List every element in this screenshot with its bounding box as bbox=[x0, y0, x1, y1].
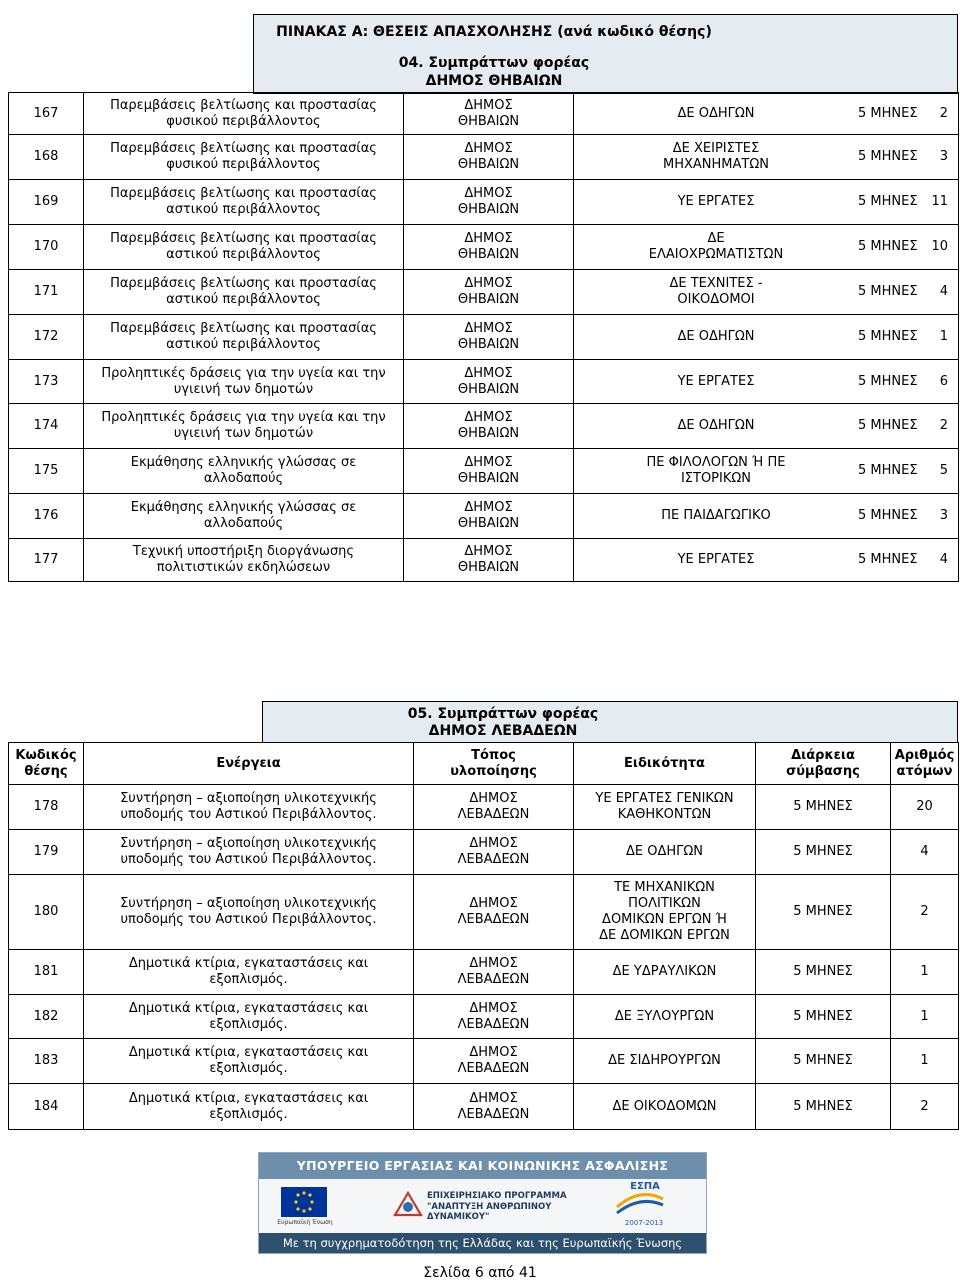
specialty-line-2: ΟΙΚΟΔΟΜΟΙ bbox=[677, 292, 755, 307]
activity-cell bbox=[84, 404, 404, 449]
line-2: ΘΗΒΑΙΩΝ bbox=[457, 337, 520, 352]
activity-cell bbox=[84, 950, 414, 995]
duration-cell: 5 ΜΗΝΕΣ bbox=[756, 995, 891, 1039]
specialty-wrap bbox=[574, 276, 958, 308]
line-1: Συντήρηση – αξιοποίηση υλικοτεχνικής bbox=[120, 836, 377, 851]
line-2: ΛΕΒΑΔΕΩΝ bbox=[457, 852, 530, 867]
count-text: 6 bbox=[939, 373, 948, 389]
line-1: Τεχνική υποστήριξη διοργάνωσης bbox=[132, 544, 355, 559]
activity-cell bbox=[84, 494, 404, 539]
line-2: ΛΕΒΑΔΕΩΝ bbox=[457, 912, 530, 927]
specialty-wrap bbox=[574, 141, 958, 173]
line-1: ΔΗΜΟΣ bbox=[464, 276, 513, 291]
col-header-specialty: Ειδικότητα bbox=[574, 743, 756, 785]
line-1: Δημοτικά κτίρια, εγκαταστάσεις και bbox=[128, 956, 369, 971]
duration-text: 5 ΜΗΝΕΣ bbox=[858, 373, 918, 389]
specialty-text bbox=[574, 418, 858, 434]
specialty-text bbox=[574, 508, 858, 524]
specialty-line-1: ΥΕ ΕΡΓΑΤΕΣ bbox=[677, 552, 755, 567]
line-2: ΘΗΒΑΙΩΝ bbox=[457, 157, 520, 172]
line-2: υποδομής του Αστικού Περιβάλλοντος. bbox=[120, 807, 377, 822]
location-cell bbox=[414, 995, 574, 1039]
eu-flag-icon bbox=[281, 1187, 327, 1217]
specialty-cell bbox=[574, 449, 959, 494]
line-2: ΘΗΒΑΙΩΝ bbox=[457, 202, 520, 217]
section05-subtitle-line1: 05. Συμπράττων φορέας bbox=[407, 706, 599, 722]
line-2: εξοπλισμός. bbox=[209, 972, 288, 987]
count-cell: 1 bbox=[891, 950, 959, 995]
line-2: ΘΗΒΑΙΩΝ bbox=[457, 471, 520, 486]
specialty-line-1: ΔΕ ΤΕΧΝΙΤΕΣ - bbox=[669, 276, 763, 291]
count-cell: 2 bbox=[891, 1084, 959, 1130]
ministry-banner: ΥΠΟΥΡΓΕΙΟ ΕΡΓΑΣΙΑΣ ΚΑΙ ΚΟΙΝΩΝΙΚΗΣ ΑΣΦΑΛΙΣΗΣ bbox=[259, 1153, 706, 1179]
section05-header bbox=[262, 701, 958, 743]
location-cell bbox=[404, 494, 574, 539]
table-row bbox=[9, 135, 959, 180]
position-code: 181 bbox=[9, 950, 84, 995]
specialty-line-3: ΔΟΜΙΚΩΝ ΕΡΓΩΝ Ή bbox=[602, 912, 727, 927]
specialty-text bbox=[574, 455, 858, 487]
line-2: ΛΕΒΑΔΕΩΝ bbox=[457, 1016, 530, 1032]
table-row bbox=[9, 875, 959, 950]
specialty-cell bbox=[574, 135, 959, 180]
specialty-text bbox=[574, 552, 858, 568]
duration-text: 5 ΜΗΝΕΣ bbox=[858, 329, 918, 344]
line-1: Δημοτικά κτίρια, εγκαταστάσεις και bbox=[128, 1045, 369, 1060]
duration-cell: 5 ΜΗΝΕΣ bbox=[756, 1084, 891, 1130]
specialty-text bbox=[574, 374, 858, 390]
position-code: 171 bbox=[9, 270, 84, 315]
specialty-line-1: ΠΕ ΦΙΛΟΛΟΓΩΝ Ή ΠΕ bbox=[646, 455, 786, 470]
col-header-location: Τόπος υλοποίησης bbox=[414, 743, 574, 785]
count-text: 2 bbox=[939, 105, 948, 121]
activity-cell bbox=[84, 270, 404, 315]
line-1: ΔΗΜΟΣ bbox=[464, 365, 513, 381]
line-2: υγιεινή των δημοτών bbox=[173, 381, 314, 397]
specialty-wrap bbox=[574, 552, 958, 568]
line-1: ΔΗΜΟΣ bbox=[469, 1000, 518, 1016]
specialty-cell bbox=[574, 93, 959, 135]
line-1: Συντήρηση – αξιοποίηση υλικοτεχνικής bbox=[120, 896, 377, 911]
location-cell bbox=[414, 1039, 574, 1084]
specialty-line-1: ΔΕ ΟΙΚΟΔΟΜΩΝ bbox=[612, 1098, 717, 1114]
duration-cell: 5 ΜΗΝΕΣ bbox=[756, 830, 891, 875]
position-code: 168 bbox=[9, 135, 84, 180]
duration-cell: 5 ΜΗΝΕΣ bbox=[756, 875, 891, 950]
table-row bbox=[9, 950, 959, 995]
line-2: φυσικού περιβάλλοντος bbox=[166, 157, 321, 172]
location-cell bbox=[414, 785, 574, 830]
line-2: εξοπλισμός. bbox=[209, 1016, 288, 1032]
table-row bbox=[9, 360, 959, 404]
line-1: ΔΗΜΟΣ bbox=[464, 231, 513, 246]
line-2: ΘΗΒΑΙΩΝ bbox=[457, 426, 520, 441]
specialty-line-1: ΔΕ ΟΔΗΓΩΝ bbox=[625, 844, 704, 859]
line-2: εξοπλισμός. bbox=[209, 1061, 288, 1076]
program-logo-icon bbox=[391, 1189, 425, 1219]
table-row bbox=[9, 1039, 959, 1084]
table-row bbox=[9, 539, 959, 582]
activity-cell bbox=[84, 135, 404, 180]
line-1: Εκμάθησης ελληνικής γλώσσας σε bbox=[130, 455, 357, 470]
line-1: ΔΗΜΟΣ bbox=[469, 836, 518, 851]
specialty-wrap bbox=[574, 374, 958, 390]
line-1: ΔΗΜΟΣ bbox=[464, 410, 513, 425]
count-text: 3 bbox=[939, 149, 948, 164]
specialty-text bbox=[574, 231, 858, 263]
eu-label: Ευρωπαϊκή Ένωση bbox=[277, 1219, 333, 1226]
specialty-line-1: ΔΕ ΟΔΗΓΩΝ bbox=[677, 329, 755, 344]
specialty-line-1: ΔΕ ΟΔΗΓΩΝ bbox=[677, 418, 755, 433]
position-code: 172 bbox=[9, 315, 84, 360]
specialty-line-2: ΜΗΧΑΝΗΜΑΤΩΝ bbox=[663, 157, 769, 172]
count-text: 11 bbox=[931, 194, 948, 209]
specialty-wrap bbox=[574, 106, 958, 122]
col-header-activity: Ενέργεια bbox=[84, 743, 414, 785]
count-cell: 1 bbox=[891, 1039, 959, 1084]
location-cell bbox=[414, 950, 574, 995]
specialty-line-1: ΥΕ ΕΡΓΑΤΕΣ bbox=[677, 194, 755, 209]
cofinance-strip: Με τη συγχρηματοδότηση της Ελλάδας και της Ευρωπαϊκής Ένωσης bbox=[259, 1233, 706, 1253]
activity-cell bbox=[84, 93, 404, 135]
specialty-line-1: ΔΕ ΥΔΡΑΥΛΙΚΩΝ bbox=[612, 964, 717, 979]
table-row bbox=[9, 449, 959, 494]
line-1: ΔΗΜΟΣ bbox=[464, 544, 513, 559]
position-code: 174 bbox=[9, 404, 84, 449]
line-1: Προληπτικές δράσεις για την υγεία και την bbox=[101, 365, 386, 381]
specialty-wrap bbox=[574, 231, 958, 263]
table-row bbox=[9, 1084, 959, 1130]
duration-text: 5 ΜΗΝΕΣ bbox=[858, 418, 918, 433]
position-code: 176 bbox=[9, 494, 84, 539]
table-row bbox=[9, 180, 959, 225]
program-title-line1: ΕΠΙΧΕΙΡΗΣΙΑΚΟ ΠΡΟΓΡΑΜΜΑ bbox=[427, 1191, 567, 1201]
line-2: αστικού περιβάλλοντος bbox=[166, 337, 321, 352]
section05-subtitle-line2: ΔΗΜΟΣ ΛΕΒΑΔΕΩΝ bbox=[428, 723, 578, 739]
line-1: Παρεμβάσεις βελτίωσης και προστασίας bbox=[110, 97, 377, 113]
location-cell bbox=[414, 830, 574, 875]
specialty-text bbox=[574, 194, 858, 210]
line-1: Παρεμβάσεις βελτίωσης και προστασίας bbox=[110, 321, 377, 336]
location-cell bbox=[404, 360, 574, 404]
line-1: ΔΗΜΟΣ bbox=[469, 956, 518, 971]
specialty-line-2: ΕΛΑΙΟΧΡΩΜΑΤΙΣΤΩΝ bbox=[648, 247, 784, 262]
activity-cell bbox=[84, 875, 414, 950]
line-1: Εκμάθησης ελληνικής γλώσσας σε bbox=[130, 500, 357, 515]
specialty-line-4: ΔΕ ΔΟΜΙΚΩΝ ΕΡΓΩΝ bbox=[599, 928, 730, 943]
duration-text: 5 ΜΗΝΕΣ bbox=[858, 105, 918, 121]
specialty-text bbox=[574, 141, 858, 173]
count-text: 4 bbox=[939, 284, 948, 299]
line-2: υποδομής του Αστικού Περιβάλλοντος. bbox=[120, 912, 377, 927]
line-2: ΛΕΒΑΔΕΩΝ bbox=[457, 1106, 530, 1122]
table-row bbox=[9, 404, 959, 449]
location-cell bbox=[414, 875, 574, 950]
specialty-cell bbox=[574, 315, 959, 360]
specialty-text bbox=[574, 329, 858, 345]
activity-cell bbox=[84, 449, 404, 494]
activity-cell bbox=[84, 315, 404, 360]
col-header-duration: Διάρκεια σύμβασης bbox=[756, 743, 891, 785]
position-code: 170 bbox=[9, 225, 84, 270]
specialty-line-1: ΔΕ ΞΥΛΟΥΡΓΩΝ bbox=[614, 1008, 715, 1024]
specialty-cell bbox=[574, 494, 959, 539]
line-2: αστικού περιβάλλοντος bbox=[166, 247, 321, 262]
line-1: Παρεμβάσεις βελτίωσης και προστασίας bbox=[110, 231, 377, 246]
activity-cell bbox=[84, 1084, 414, 1130]
funding-banner bbox=[258, 1152, 707, 1254]
activity-cell bbox=[84, 539, 404, 582]
duration-cell: 5 ΜΗΝΕΣ bbox=[756, 785, 891, 830]
location-cell bbox=[404, 315, 574, 360]
activity-cell bbox=[84, 995, 414, 1039]
logo-row bbox=[259, 1179, 706, 1233]
section04-subtitle-line2: ΔΗΜΟΣ ΘΗΒΑΙΩΝ bbox=[425, 73, 563, 89]
table-title: ΠΙΝΑΚΑΣ Α: ΘΕΣΕΙΣ ΑΠΑΣΧΟΛΗΣΗΣ (ανά κωδικό θέσης) bbox=[276, 24, 712, 40]
specialty-line-2: ΙΣΤΟΡΙΚΩΝ bbox=[680, 471, 752, 486]
specialty-line-2: ΚΑΘΗΚΟΝΤΩΝ bbox=[617, 807, 712, 822]
line-1: ΔΗΜΟΣ bbox=[469, 896, 518, 911]
line-2: υγιεινή των δημοτών bbox=[173, 426, 314, 441]
espa-years: 2007-2013 bbox=[624, 1219, 664, 1227]
line-2: ΘΗΒΑΙΩΝ bbox=[457, 113, 520, 129]
line-1: Συντήρηση – αξιοποίηση υλικοτεχνικής bbox=[120, 791, 377, 806]
count-text: 3 bbox=[939, 508, 948, 523]
specialty-cell bbox=[574, 360, 959, 404]
activity-cell bbox=[84, 830, 414, 875]
count-text: 5 bbox=[939, 463, 948, 478]
line-1: ΔΗΜΟΣ bbox=[469, 1045, 518, 1060]
specialty-line-1: ΠΕ ΠΑΙΔΑΓΩΓΙΚΟ bbox=[661, 508, 771, 523]
specialty-cell bbox=[574, 785, 756, 830]
line-2: ΘΗΒΑΙΩΝ bbox=[457, 292, 520, 307]
duration-cell: 5 ΜΗΝΕΣ bbox=[756, 950, 891, 995]
position-code: 184 bbox=[9, 1084, 84, 1130]
line-2: πολιτιστικών εκδηλώσεων bbox=[156, 560, 331, 575]
specialty-cell bbox=[574, 1039, 756, 1084]
line-1: ΔΗΜΟΣ bbox=[464, 455, 513, 470]
duration-text: 5 ΜΗΝΕΣ bbox=[858, 194, 918, 209]
position-code: 175 bbox=[9, 449, 84, 494]
line-2: αστικού περιβάλλοντος bbox=[166, 292, 321, 307]
table-row bbox=[9, 494, 959, 539]
location-cell bbox=[404, 93, 574, 135]
line-2: ΛΕΒΑΔΕΩΝ bbox=[457, 972, 530, 987]
count-cell: 2 bbox=[891, 875, 959, 950]
page-number: Σελίδα 6 από 41 bbox=[423, 1265, 537, 1281]
line-2: αλλοδαπούς bbox=[203, 471, 284, 486]
specialty-wrap bbox=[574, 508, 958, 524]
specialty-wrap bbox=[574, 418, 958, 434]
line-1: ΔΗΜΟΣ bbox=[469, 1090, 518, 1106]
line-1: Δημοτικά κτίρια, εγκαταστάσεις και bbox=[128, 1000, 369, 1016]
table-row bbox=[9, 270, 959, 315]
line-2: εξοπλισμός. bbox=[209, 1106, 288, 1122]
specialty-cell bbox=[574, 830, 756, 875]
position-code: 178 bbox=[9, 785, 84, 830]
table-row bbox=[9, 830, 959, 875]
line-2: ΘΗΒΑΙΩΝ bbox=[457, 247, 520, 262]
count-cell: 1 bbox=[891, 995, 959, 1039]
count-text: 2 bbox=[939, 418, 948, 433]
specialty-cell bbox=[574, 539, 959, 582]
position-code: 179 bbox=[9, 830, 84, 875]
specialty-line-1: ΤΕ ΜΗΧΑΝΙΚΩΝ bbox=[614, 880, 715, 895]
duration-text: 5 ΜΗΝΕΣ bbox=[858, 463, 918, 478]
table-row bbox=[9, 315, 959, 360]
specialty-cell bbox=[574, 950, 756, 995]
line-2: υποδομής του Αστικού Περιβάλλοντος. bbox=[120, 852, 377, 867]
line-1: Παρεμβάσεις βελτίωσης και προστασίας bbox=[110, 186, 377, 201]
specialty-text bbox=[574, 106, 858, 122]
line-1: Δημοτικά κτίρια, εγκαταστάσεις και bbox=[128, 1090, 369, 1106]
line-1: ΔΗΜΟΣ bbox=[469, 791, 518, 806]
line-2: φυσικού περιβάλλοντος bbox=[166, 113, 321, 129]
line-2: αστικού περιβάλλοντος bbox=[166, 202, 321, 217]
col-header-code: Κωδικός θέσης bbox=[9, 743, 84, 785]
specialty-text bbox=[574, 276, 858, 308]
duration-text: 5 ΜΗΝΕΣ bbox=[858, 284, 918, 299]
specialty-wrap bbox=[574, 329, 958, 345]
table-row bbox=[9, 225, 959, 270]
line-2: ΘΗΒΑΙΩΝ bbox=[457, 560, 520, 575]
count-cell: 4 bbox=[891, 830, 959, 875]
position-code: 182 bbox=[9, 995, 84, 1039]
specialty-wrap bbox=[574, 194, 958, 210]
line-1: Παρεμβάσεις βελτίωσης και προστασίας bbox=[110, 276, 377, 291]
specialty-cell bbox=[574, 1084, 756, 1130]
section05-table bbox=[8, 742, 959, 1130]
duration-text: 5 ΜΗΝΕΣ bbox=[858, 239, 918, 254]
program-title-line2: "ΑΝΑΠΤΥΞΗ ΑΝΘΡΩΠΙΝΟΥ ΔΥΝΑΜΙΚΟΥ" bbox=[427, 1202, 552, 1222]
location-cell bbox=[404, 449, 574, 494]
activity-cell bbox=[84, 360, 404, 404]
specialty-wrap bbox=[574, 455, 958, 487]
specialty-line-1: ΥΕ ΕΡΓΑΤΕΣ bbox=[677, 373, 755, 389]
specialty-cell bbox=[574, 875, 756, 950]
activity-cell bbox=[84, 225, 404, 270]
section04-table bbox=[8, 92, 959, 582]
line-1: ΔΗΜΟΣ bbox=[464, 321, 513, 336]
line-1: ΔΗΜΟΣ bbox=[464, 500, 513, 515]
specialty-line-1: ΔΕ ΣΙΔΗΡΟΥΡΓΩΝ bbox=[608, 1053, 721, 1068]
activity-cell bbox=[84, 1039, 414, 1084]
line-1: ΔΗΜΟΣ bbox=[464, 97, 513, 113]
duration-cell: 5 ΜΗΝΕΣ bbox=[756, 1039, 891, 1084]
line-1: Προληπτικές δράσεις για την υγεία και την bbox=[101, 410, 386, 425]
line-2: ΛΕΒΑΔΕΩΝ bbox=[457, 1061, 530, 1076]
count-text: 4 bbox=[939, 552, 948, 567]
line-2: ΘΗΒΑΙΩΝ bbox=[457, 381, 520, 397]
specialty-cell bbox=[574, 180, 959, 225]
location-cell bbox=[404, 539, 574, 582]
position-code: 177 bbox=[9, 539, 84, 582]
line-1: ΔΗΜΟΣ bbox=[464, 186, 513, 201]
table-row bbox=[9, 995, 959, 1039]
position-code: 167 bbox=[9, 93, 84, 135]
location-cell bbox=[404, 135, 574, 180]
section05-column-header-row bbox=[9, 743, 959, 785]
count-text: 1 bbox=[939, 329, 948, 344]
duration-text: 5 ΜΗΝΕΣ bbox=[858, 552, 918, 567]
line-2: ΘΗΒΑΙΩΝ bbox=[457, 516, 520, 531]
position-code: 169 bbox=[9, 180, 84, 225]
activity-cell bbox=[84, 785, 414, 830]
location-cell bbox=[404, 180, 574, 225]
specialty-line-1: ΥΕ ΕΡΓΑΤΕΣ ΓΕΝΙΚΩΝ bbox=[595, 791, 734, 806]
position-code: 173 bbox=[9, 360, 84, 404]
line-1: Παρεμβάσεις βελτίωσης και προστασίας bbox=[110, 141, 377, 156]
location-cell bbox=[404, 270, 574, 315]
count-cell: 20 bbox=[891, 785, 959, 830]
line-2: ΛΕΒΑΔΕΩΝ bbox=[457, 807, 530, 822]
specialty-cell bbox=[574, 225, 959, 270]
duration-text: 5 ΜΗΝΕΣ bbox=[858, 508, 918, 523]
line-1: ΔΗΜΟΣ bbox=[464, 141, 513, 156]
espa-label: ΕΣΠΑ bbox=[630, 1181, 660, 1192]
col-header-count: Αριθμός ατόμων bbox=[891, 743, 959, 785]
location-cell bbox=[404, 225, 574, 270]
specialty-line-1: ΔΕ bbox=[707, 231, 725, 246]
specialty-cell bbox=[574, 270, 959, 315]
specialty-line-1: ΔΕ ΧΕΙΡΙΣΤΕΣ bbox=[672, 141, 760, 156]
table-row bbox=[9, 93, 959, 135]
specialty-cell bbox=[574, 404, 959, 449]
section04-header bbox=[253, 14, 958, 94]
section04-subtitle-line1: 04. Συμπράττων φορέας bbox=[398, 55, 590, 71]
specialty-cell bbox=[574, 995, 756, 1039]
location-cell bbox=[414, 1084, 574, 1130]
table-row bbox=[9, 785, 959, 830]
line-2: αλλοδαπούς bbox=[203, 516, 284, 531]
specialty-line-2: ΠΟΛΙΤΙΚΩΝ bbox=[628, 896, 701, 911]
location-cell bbox=[404, 404, 574, 449]
position-code: 183 bbox=[9, 1039, 84, 1084]
position-code: 180 bbox=[9, 875, 84, 950]
duration-text: 5 ΜΗΝΕΣ bbox=[858, 149, 918, 164]
activity-cell bbox=[84, 180, 404, 225]
specialty-line-1: ΔΕ ΟΔΗΓΩΝ bbox=[677, 105, 755, 121]
count-text: 10 bbox=[931, 239, 948, 254]
